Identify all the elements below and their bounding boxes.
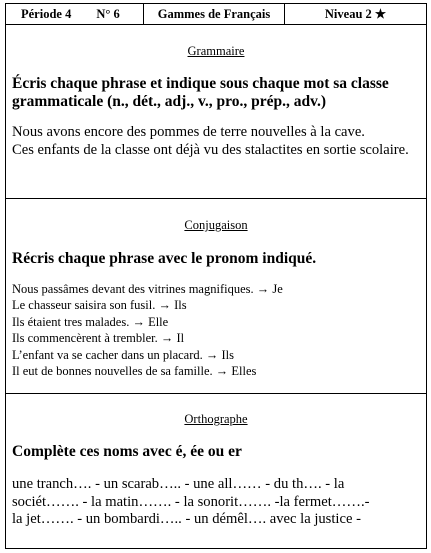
sentence: Nous avons encore des pommes de terre nouvelles à la cave. bbox=[12, 124, 365, 140]
instruction-conjugaison: Récris chaque phrase avec le pronom indiqué. bbox=[12, 250, 317, 267]
sentence: L’enfant va se cacher dans un placard. → Ils bbox=[12, 347, 235, 362]
section-title-conjugaison: Conjugaison bbox=[184, 218, 248, 232]
header-period-cell bbox=[6, 4, 144, 24]
header-bar bbox=[6, 4, 426, 25]
sentence: Ils étaient tres malades. → Elle bbox=[12, 314, 169, 329]
sentence: Ils commencèrent à trembler. → Il bbox=[12, 331, 185, 346]
exercise-lines bbox=[12, 476, 420, 529]
section-orthographe bbox=[6, 394, 426, 549]
exercise-line: la jet……. - un bombardi….. - un démêl…. avec la justice - bbox=[12, 511, 361, 527]
header-level-cell bbox=[285, 4, 426, 24]
exercise-line: une tranch…. - un scarab….. - une all…… - du th…. - la bbox=[12, 476, 345, 492]
period-label: Période 4 bbox=[21, 6, 72, 21]
level-label: Niveau 2 ★ bbox=[324, 7, 387, 21]
section-conjugaison bbox=[6, 199, 426, 394]
section-grammaire bbox=[6, 26, 426, 199]
sentence: Ces enfants de la classe ont déjà vu des stalactites en sortie scolaire. bbox=[12, 141, 409, 158]
sheet-title: Gammes de Français bbox=[157, 6, 271, 21]
section-title-orthographe: Orthographe bbox=[184, 412, 248, 426]
instruction-grammaire: Écris chaque phrase et indique sous chaque mot sa classe grammaticale (n., dét., adj., v., pro., prép., adv.) bbox=[12, 75, 389, 110]
sentence: Le chasseur saisira son fusil. → Ils bbox=[12, 298, 187, 313]
exercise-sentences bbox=[12, 124, 420, 159]
exercise-line: sociét……. - la matin……. - la sonorit……. -la fermet…….- bbox=[12, 493, 370, 510]
worksheet bbox=[5, 3, 427, 549]
sentence: Nous passâmes devant des vitrines magnifiques. → Je bbox=[12, 282, 283, 296]
header-title-cell bbox=[144, 4, 285, 24]
sentence: Il eut de bonnes nouvelles de sa famille. → Elles bbox=[12, 364, 257, 379]
exercise-sentences bbox=[12, 281, 420, 379]
instruction-orthographe: Complète ces noms avec é, ée ou er bbox=[12, 443, 242, 460]
sheet-number: N° 6 bbox=[96, 6, 120, 21]
section-title-grammaire: Grammaire bbox=[187, 44, 245, 58]
